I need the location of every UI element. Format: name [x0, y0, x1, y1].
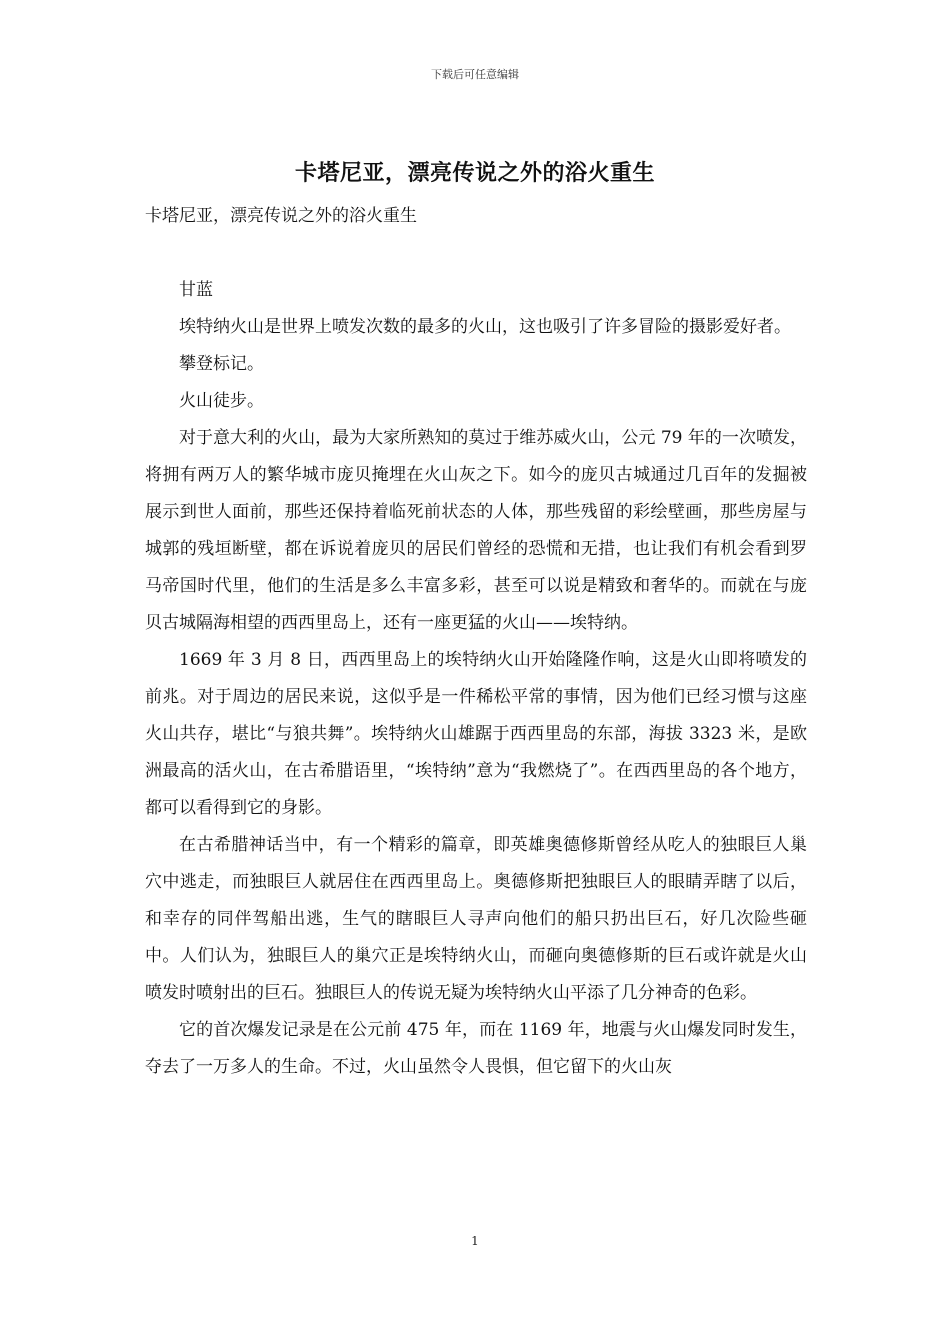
- document-title: 卡塔尼亚，漂亮传说之外的浴火重生: [294, 160, 655, 186]
- caption-paragraph: 攀登标记。: [179, 354, 264, 374]
- page-number: 1: [471, 1234, 479, 1248]
- document-subtitle: 卡塔尼亚，漂亮传说之外的浴火重生: [145, 206, 417, 226]
- caption-paragraph: 火山徒步。: [179, 391, 264, 411]
- body-paragraph: 在古希腊神话当中，有一个精彩的篇章，即英雄奥德修斯曾经从吃人的独眼巨人巢穴中逃走，而独眼巨人就居住在西西里岛上。奥德修斯把独眼巨人的眼睛弄瞎了以后，和幸存的同伴驾船出逃，生气的瞎眼巨人寻声向他们的船只扔出巨石，好几次险些砸中。人们认为，独眼巨人的巢穴正是埃特纳火山，而砸向奥德修斯的巨石或许就是火山喷发时喷射出的巨石。独眼巨人的传说无疑为埃特纳火山平添了几分神奇的色彩。: [145, 835, 807, 1003]
- author-paragraph: 甘蓝: [179, 280, 213, 300]
- body-paragraph: 对于意大利的火山，最为大家所熟知的莫过于维苏威火山，公元 79 年的一次喷发，将拥有两万人的繁华城市庞贝掩埋在火山灰之下。如今的庞贝古城通过几百年的发掘被展示到世人面前，那些还保持着临死前状态的人体，那些残留的彩绘壁画，那些房屋与城郭的残垣断壁，都在诉说着庞贝的居民们曾经的恐慌和无措，也让我们有机会看到罗马帝国时代里，他们的生活是多么丰富多彩，甚至可以说是精致和奢华的。而就在与庞贝古城隔海相望的西西里岛上，还有一座更猛的火山——埃特纳。: [145, 428, 807, 633]
- header-note: 下载后可任意编辑: [431, 68, 519, 81]
- body-paragraph: 它的首次爆发记录是在公元前 475 年，而在 1169 年，地震与火山爆发同时发生，夺去了一万多人的生命。不过，火山虽然令人畏惧，但它留下的火山灰: [145, 1020, 807, 1077]
- body-paragraph: 1669 年 3 月 8 日，西西里岛上的埃特纳火山开始隆隆作响，这是火山即将喷发的前兆。对于周边的居民来说，这似乎是一件稀松平常的事情，因为他们已经习惯与这座火山共存，堪比“与狼共舞”。埃特纳火山雄踞于西西里岛的东部，海拔 3323 米，是欧洲最高的活火山，在古希腊语里，“埃特纳”意为“我燃烧了”。在西西里岛的各个地方，都可以看得到它的身影。: [145, 650, 807, 818]
- body-paragraph: 埃特纳火山是世界上喷发次数的最多的火山，这也吸引了许多冒险的摄影爱好者。: [179, 317, 791, 337]
- document-body: [145, 198, 807, 1086]
